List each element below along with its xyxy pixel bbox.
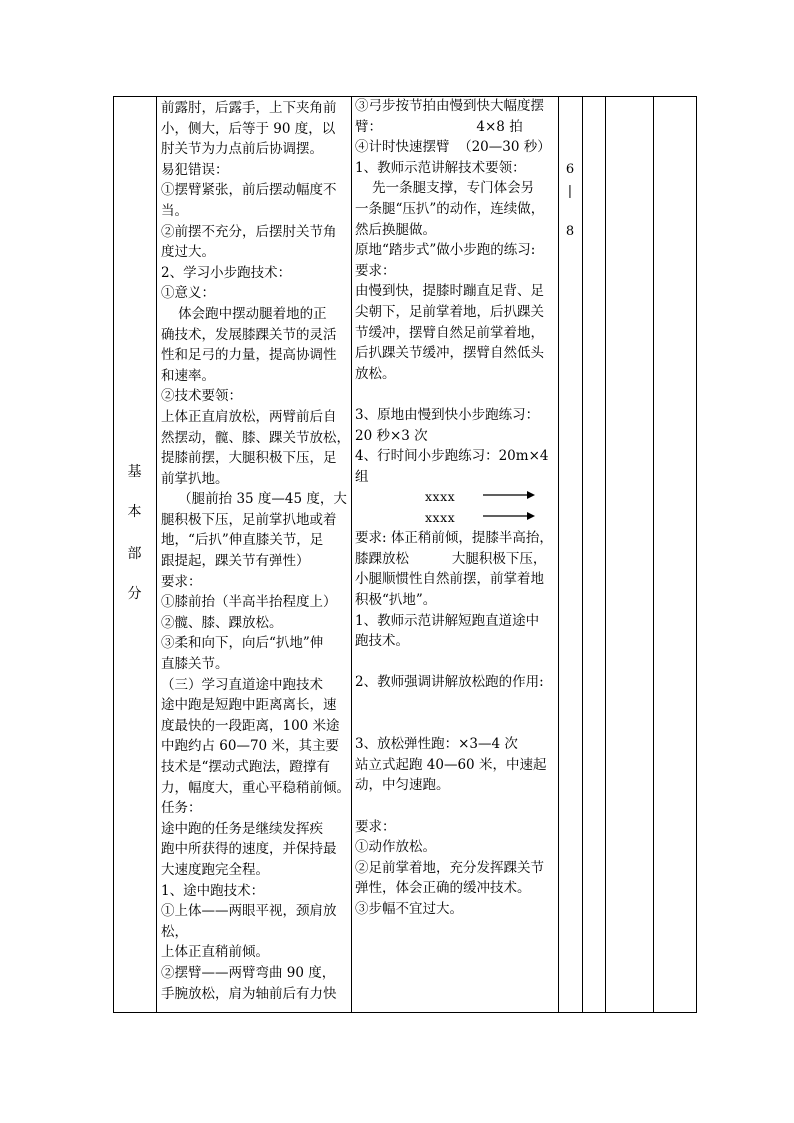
text-line xyxy=(355,652,558,673)
text-line: ②髋、膝、踝放松。 xyxy=(161,614,283,631)
text-line: 任务： xyxy=(161,800,202,817)
text-line: 腿积极下压，足前掌扒地或着 xyxy=(161,511,337,528)
text-line: 1、教师示范讲解技术要领： xyxy=(355,159,526,176)
time-mark: 8 xyxy=(565,224,575,239)
text-line xyxy=(355,796,558,817)
section-label-char: 部 xyxy=(127,546,142,562)
text-line: 2、学习小步跑技术： xyxy=(161,264,292,281)
section-label-char: 分 xyxy=(127,586,142,602)
text-line: 20 秒×3 次 xyxy=(355,427,428,444)
text-line: 动，中匀速跑。 xyxy=(355,777,450,794)
text-line: 3、原地由慢到快小步跑练习： xyxy=(355,406,540,423)
text-line xyxy=(355,714,558,735)
text-line: 当。 xyxy=(161,202,188,219)
text-line: 然摆动，髋、膝、踝关节放松， xyxy=(161,429,350,446)
text-line: 手腕放松，肩为轴前后有力快 xyxy=(161,985,337,1002)
text-line: ③柔和向下，向后“扒地”伸 xyxy=(161,635,324,652)
text-line: 技术是“摆动式跑法，蹬撑有 xyxy=(161,759,330,775)
arrow-right-icon xyxy=(483,511,535,521)
text-line: 易犯错误： xyxy=(161,161,229,178)
time-mark: | xyxy=(567,184,573,199)
lesson-plan-table xyxy=(113,96,697,1013)
text-line: 膝踝放松 大腿积极下压， xyxy=(355,550,547,567)
teaching-content-text xyxy=(161,98,351,1004)
text-line: 度最快的一段距离，100 米途 xyxy=(161,717,340,734)
column-divider xyxy=(351,96,352,1013)
text-line: 力，幅度大，重心平稳稍前倾。 xyxy=(161,779,350,796)
text-line: 确技术，发展膝踝关节的灵活 xyxy=(161,326,337,343)
text-line: 大速度跑完全程。 xyxy=(161,861,269,878)
column-divider xyxy=(653,96,654,1013)
text-line: 1、途中跑技术： xyxy=(161,882,265,899)
text-line: ②技术要领： xyxy=(161,388,242,405)
text-line xyxy=(355,693,558,714)
text-line: 小，侧大，后等于 90 度，以 xyxy=(161,120,336,137)
text-line: 和速率。 xyxy=(161,367,215,384)
text-line: ①膝前抬（半高半抬程度上） xyxy=(161,594,337,611)
section-label-char: 基 xyxy=(127,464,142,480)
text-line: 然后换腿做。 xyxy=(355,221,436,238)
text-line: 上体正直稍前倾。 xyxy=(161,944,269,961)
text-line: 提膝前摆，大腿积极下压，足 xyxy=(161,450,337,467)
text-line: 中跑约占 60—70 米，其主要 xyxy=(161,738,339,755)
text-line: ④计时快速摆臂 （20—30 秒） xyxy=(355,139,551,156)
text-line: ①动作放松。 xyxy=(355,839,436,856)
text-line: 跟提起，踝关节有弹性） xyxy=(161,553,310,570)
teaching-content-cell xyxy=(161,98,351,1004)
text-line: 要求： xyxy=(161,573,202,590)
text-line: 体会跑中摆动腿着地的正 xyxy=(161,305,327,322)
text-line: 要求: 体正稍前倾，提膝半高抬， xyxy=(355,530,553,547)
text-line: 性和足弓的力量，提高协调性 xyxy=(161,347,337,364)
section-label-char: 本 xyxy=(127,504,142,520)
table-right-border xyxy=(696,96,697,1013)
text-line: 弹性，体会正确的缓冲技术。 xyxy=(355,880,531,897)
column-divider xyxy=(156,96,157,1013)
text-line: 由慢到快，提膝时蹦直足背、足 xyxy=(355,283,544,300)
text-line: （腿前抬 35 度—45 度，大 xyxy=(161,491,347,508)
text-line: 组 xyxy=(355,468,369,485)
text-line xyxy=(355,384,558,405)
text-line: 小腿顺惯性自然前摆，前掌着地 xyxy=(355,571,544,588)
text-line: 先一条腿支撑，专门体会另 xyxy=(355,180,535,197)
text-line: 1、教师示范讲解短跑直道途中 xyxy=(355,612,540,629)
formation-row-label: xxxx xyxy=(425,489,456,505)
text-line: 原地“踏步式”做小步跑的练习: xyxy=(355,242,536,259)
arrow-right-icon xyxy=(483,490,535,500)
time-cell xyxy=(558,96,582,1013)
text-line: 后扒踝关节缓冲，摆臂自然低头 xyxy=(355,345,544,362)
text-line: 3、放松弹性跑：×3—4 次 xyxy=(355,736,518,753)
text-line: 一条腿“压扒”的动作，连续做， xyxy=(355,200,545,217)
text-line: 途中跑的任务是继续发挥疾 xyxy=(161,820,323,837)
text-line: 跑技术。 xyxy=(355,633,409,650)
text-line: 度过大。 xyxy=(161,244,215,261)
text-line: ①意义： xyxy=(161,285,215,302)
text-line: 节缓冲，摆臂自然足前掌着地， xyxy=(355,324,544,341)
text-line: 上体正直肩放松，两臂前后自 xyxy=(161,408,337,425)
text-line: 松， xyxy=(161,923,188,940)
text-line: 肘关节为力点前后协调摆。 xyxy=(161,141,323,158)
text-line: ①上体——两眼平视，颈肩放 xyxy=(161,903,337,920)
text-line: （三）学习直道途中跑技术 xyxy=(161,676,323,693)
text-line: 途中跑是短跑中距离离长，速 xyxy=(161,697,337,714)
text-line: 地，“后扒”伸直膝关节，足 xyxy=(161,532,324,549)
text-line: ②前摆不充分，后摆肘关节角 xyxy=(161,223,337,240)
text-line: 2、教师强调讲解放松跑的作用: xyxy=(355,674,544,691)
organization-method-cell xyxy=(355,96,558,1013)
text-line: 4、行时间小步跑练习：20m×4 xyxy=(355,448,549,465)
text-line: 放松。 xyxy=(355,365,396,382)
text-line: 前露肘，后露手，上下夹角前 xyxy=(161,100,337,116)
column-divider xyxy=(582,96,583,1013)
organization-text-a xyxy=(355,96,558,487)
text-line: 前掌扒地。 xyxy=(161,470,229,487)
column-divider xyxy=(605,96,606,1013)
organization-text-b xyxy=(355,528,558,919)
text-line: 尖朝下，足前掌着地，后扒踝关 xyxy=(355,303,544,320)
text-line: 要求： xyxy=(355,818,396,835)
text-line: ②摆臂——两臂弯曲 90 度， xyxy=(161,964,336,981)
text-line: ③弓步按节拍由慢到快大幅度摆 xyxy=(355,98,544,114)
text-line: 臂： 4×8 拍 xyxy=(355,118,523,135)
text-line: 要求： xyxy=(355,262,396,279)
text-line: ②足前掌着地，充分发挥踝关节 xyxy=(355,859,544,876)
text-line: 直膝关节。 xyxy=(161,656,229,673)
time-mark: 6 xyxy=(565,162,575,177)
text-line: ①摆臂紧张，前后摆动幅度不 xyxy=(161,182,337,199)
formation-diagram xyxy=(355,487,558,528)
text-line: 站立式起跑 40—60 米，中速起 xyxy=(355,756,547,773)
text-line: 跑中所获得的速度，并保持最 xyxy=(161,841,337,858)
section-label-cell xyxy=(113,96,156,1013)
text-line: ③步幅不宜过大。 xyxy=(355,900,463,917)
text-line: 积极“扒地”。 xyxy=(355,592,437,609)
formation-row-label: xxxx xyxy=(425,510,456,526)
